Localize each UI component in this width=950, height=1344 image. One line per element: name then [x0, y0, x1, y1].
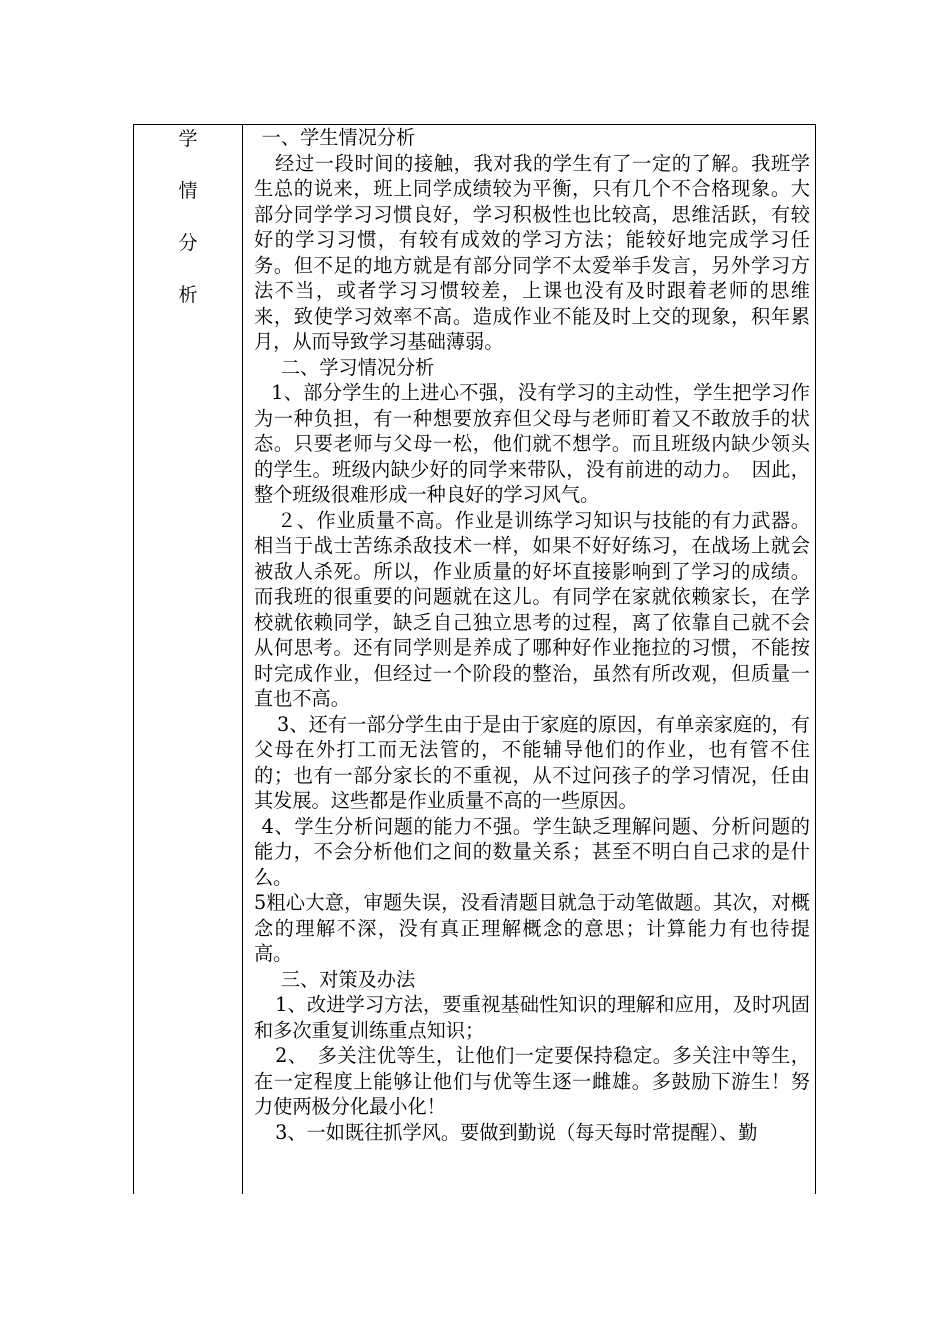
section-label-char: 情: [178, 180, 198, 202]
content-cell: [243, 125, 815, 1194]
section-label-char: 学: [178, 128, 198, 150]
paragraph: 经过一段时间的接触，我对我的学生有了一定的了解。我班学生总的说来，班上同学成绩较为平衡，只有几个不合格现象。大部分同学学习习惯良好，学习积极性也比较高，思维活跃，有较好的学习习惯，有较有成效的学习方法；能较好地完成学习任务。但不足的地方就是有部分同学不太爱举手发言，另外学习方法不当，或者学习习惯较差，上课也没有及时跟着老师的思维来，致使学习效率不高。造成作业不能及时上交的现象，积年累月，从而导致学习基础薄弱。: [254, 151, 810, 353]
section-label-char: 分: [178, 232, 198, 254]
heading-student-analysis: 一、学生情况分析: [261, 126, 416, 149]
analysis-table: [133, 124, 816, 1194]
paragraph: 4、学生分析问题的能力不强。学生缺乏理解问题、分析问题的能力，不会分析他们之间的数量关系；甚至不明白自己求的是什么。: [254, 814, 810, 889]
paragraph: 3、还有一部分学生由于是由于家庭的原因，有单亲家庭的，有父母在外打工而无法管的，不能辅导他们的作业，也有管不住的；也有一部分家长的不重视，从不过问孩子的学习情况，任由其发展。这些都是作业质量不高的一些原因。: [254, 712, 810, 812]
heading-countermeasures: 三、对策及办法: [280, 967, 416, 991]
paragraph: 1、部分学生的上进心不强，没有学习的主动性，学生把学习作为一种负担，有一种想要放弃但父母与老师盯着又不敢放手的状态。只要老师与父母一松，他们就不想学。而且班级内缺少领头的学生。班级内缺少好的同学来带队，没有前进的动力。 因此，整个班级很难形成一种良好的学习风气。: [254, 381, 810, 506]
paragraph: 2、 多关注优等生，让他们一定要保持稳定。多关注中等生，在一定程度上能够让他们与优等生逐一雌雄。多鼓励下游生！努力使两极分化最小化！: [254, 1044, 810, 1118]
heading-learning-analysis: 二、学习情况分析: [280, 355, 435, 379]
paragraph: 5粗心大意，审题失误，没看清题目就急于动笔做题。其次，对概念的理解不深，没有真正理解概念的意思；计算能力有也待提高。: [254, 891, 810, 965]
paragraph: 1、改进学习方法，要重视基础性知识的理解和应用，及时巩固和多次重复训练重点知识；: [254, 993, 810, 1042]
section-label-char: 析: [178, 284, 198, 306]
paragraph: 3、一如既往抓学风。要做到勤说（每天每时常提醒）、勤: [275, 1120, 758, 1144]
paragraph: ２、作业质量不高。作业是训练学习知识与技能的有力武器。相当于战士苦练杀敌技术一样，如果不好好练习，在战场上就会被敌人杀死。所以，作业质量的好坏直接影响到了学习的成绩。而我班的很重要的问题就在这儿。有同学在家就依赖家长，在学校就依赖同学，缺乏自己独立思考的过程，离了依靠自己就不会从何思考。还有同学则是养成了哪种好作业拖拉的习惯，不能按时完成作业，但经过一个阶段的整治，虽然有所改观，但质量一直也不高。: [254, 508, 810, 710]
section-label-cell: [134, 125, 243, 1194]
